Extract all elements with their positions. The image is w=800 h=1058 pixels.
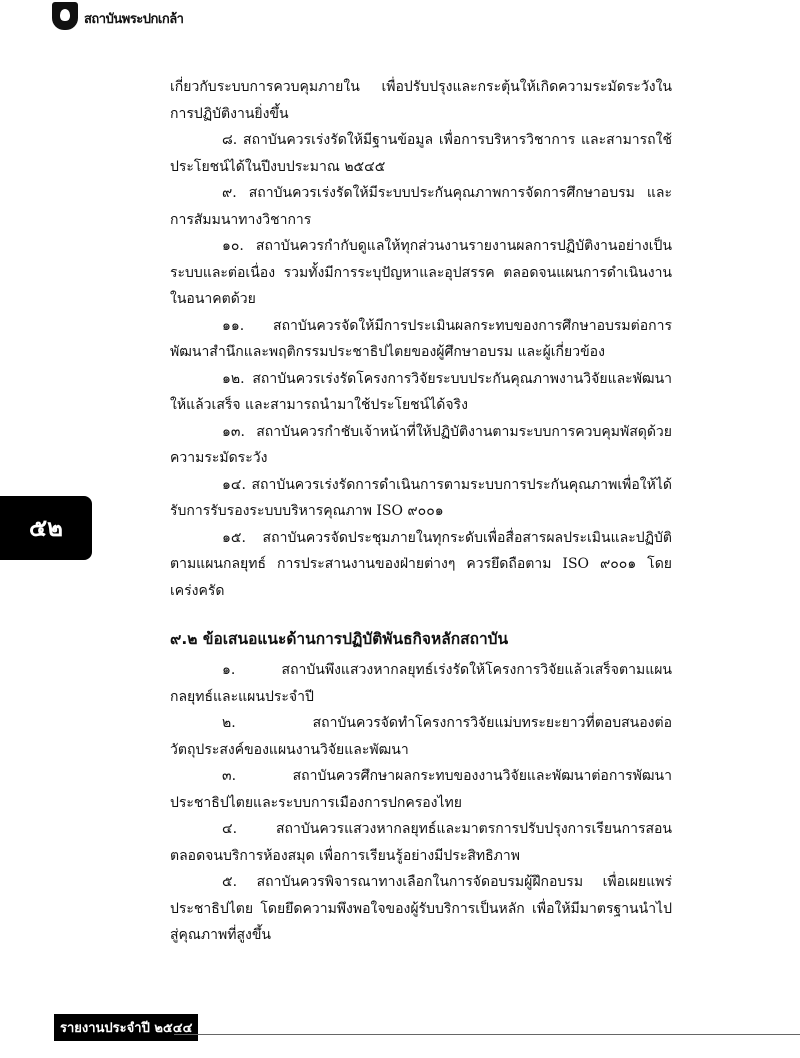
paragraph-item-11: ๑๑. สถาบันควรจัดให้มีการประเมินผลกระทบของการศึกษาอบรมต่อการพัฒนาสำนึกและพฤติกรรมประชาธิปไตยของผู้ศึกษาอบรม และผู้เกี่ยวข้อง <box>170 317 672 360</box>
paragraph-item-15: ๑๕. สถาบันควรจัดประชุมภายในทุกระดับเพื่อสื่อสารผลประเมินและปฏิบัติตามแผนกลยุทธ์ การประสานงานของฝ่ายต่างๆ ควรยึดถือตาม ISO ๙๐๐๑ โดยเคร่งครัด <box>170 529 672 599</box>
paragraph-continuation: เกี่ยวกับระบบการควบคุมภายใน เพื่อปรับปรุงและกระตุ้นให้เกิดความระมัดระวังในการปฏิบัติงานยิ่งขึ้น <box>170 79 672 122</box>
section-item-3: ๓. สถาบันควรศึกษาผลกระทบของงานวิจัยและพัฒนาต่อการพัฒนาประชาธิปไตยและระบบการเมืองการปกครองไทย <box>170 768 672 811</box>
paragraph-item-12: ๑๒. สถาบันควรเร่งรัดโครงการวิจัยระบบประกันคุณภาพงานวิจัยและพัฒนาให้แล้วเสร็จ และสามารถนำมาใช้ประโยชน์ได้จริง <box>170 370 672 413</box>
page-number-tab: ๕๒ <box>0 496 92 560</box>
footer-label: รายงานประจำปี ๒๕๔๔ <box>54 1014 198 1041</box>
section-item-1: ๑. สถาบันพึงแสวงหากลยุทธ์เร่งรัดให้โครงการวิจัยแล้วเสร็จตามแผนกลยุทธ์และแผนประจำปี <box>170 662 672 705</box>
footer-divider <box>174 1034 800 1035</box>
page-header <box>0 0 800 34</box>
document-body <box>170 74 672 949</box>
paragraph-item-10: ๑๐. สถาบันควรกำกับดูแลให้ทุกส่วนงานรายงานผลการปฏิบัติงานอย่างเป็นระบบและต่อเนื่อง รวมทั้งมีการระบุปัญหาและอุปสรรค ตลอดจนแผนการดำเนินงานในอนาคตด้วย <box>170 238 672 307</box>
section-item-5: ๕. สถาบันควรพิจารณาทางเลือกในการจัดอบรมผู้ฝึกอบรม เพื่อเผยแพร่ประชาธิปไตย โดยยึดความพึงพอใจของผู้รับบริการเป็นหลัก เพื่อให้มีมาตรฐานนำไปสู่คุณภาพที่สูงขึ้น <box>170 874 672 943</box>
page-footer <box>54 1014 800 1040</box>
paragraph-item-13: ๑๓. สถาบันควรกำชับเจ้าหน้าที่ให้ปฏิบัติงานตามระบบการควบคุมพัสดุด้วยความระมัดระวัง <box>170 423 672 466</box>
institute-logo-icon <box>52 2 78 30</box>
header-title: สถาบันพระปกเกล้า <box>84 12 184 27</box>
section-item-2: ๒. สถาบันควรจัดทำโครงการวิจัยแม่บทระยะยาวที่ตอบสนองต่อวัตถุประสงค์ของแผนงานวิจัยและพัฒนา <box>170 715 672 758</box>
section-heading: ๙.๒ ข้อเสนอแนะด้านการปฏิบัติพันธกิจหลักสถาบัน <box>170 630 509 648</box>
paragraph-item-14: ๑๔. สถาบันควรเร่งรัดการดำเนินการตามระบบการประกันคุณภาพเพื่อให้ได้รับการรับรองระบบบริหารคุณภาพ ISO ๙๐๐๑ <box>170 476 672 519</box>
paragraph-item-9: ๙. สถาบันควรเร่งรัดให้มีระบบประกันคุณภาพการจัดการศึกษาอบรม และการสัมมนาทางวิชาการ <box>170 185 672 228</box>
paragraph-item-8: ๘. สถาบันควรเร่งรัดให้มีฐานข้อมูล เพื่อการบริหารวิชาการ และสามารถใช้ประโยชน์ได้ในปีงบประมาณ ๒๕๔๕ <box>170 132 672 175</box>
section-item-4: ๔. สถาบันควรแสวงหากลยุทธ์และมาตรการปรับปรุงการเรียนการสอนตลอดจนบริการห้องสมุด เพื่อการเรียนรู้อย่างมีประสิทธิภาพ <box>170 821 672 864</box>
